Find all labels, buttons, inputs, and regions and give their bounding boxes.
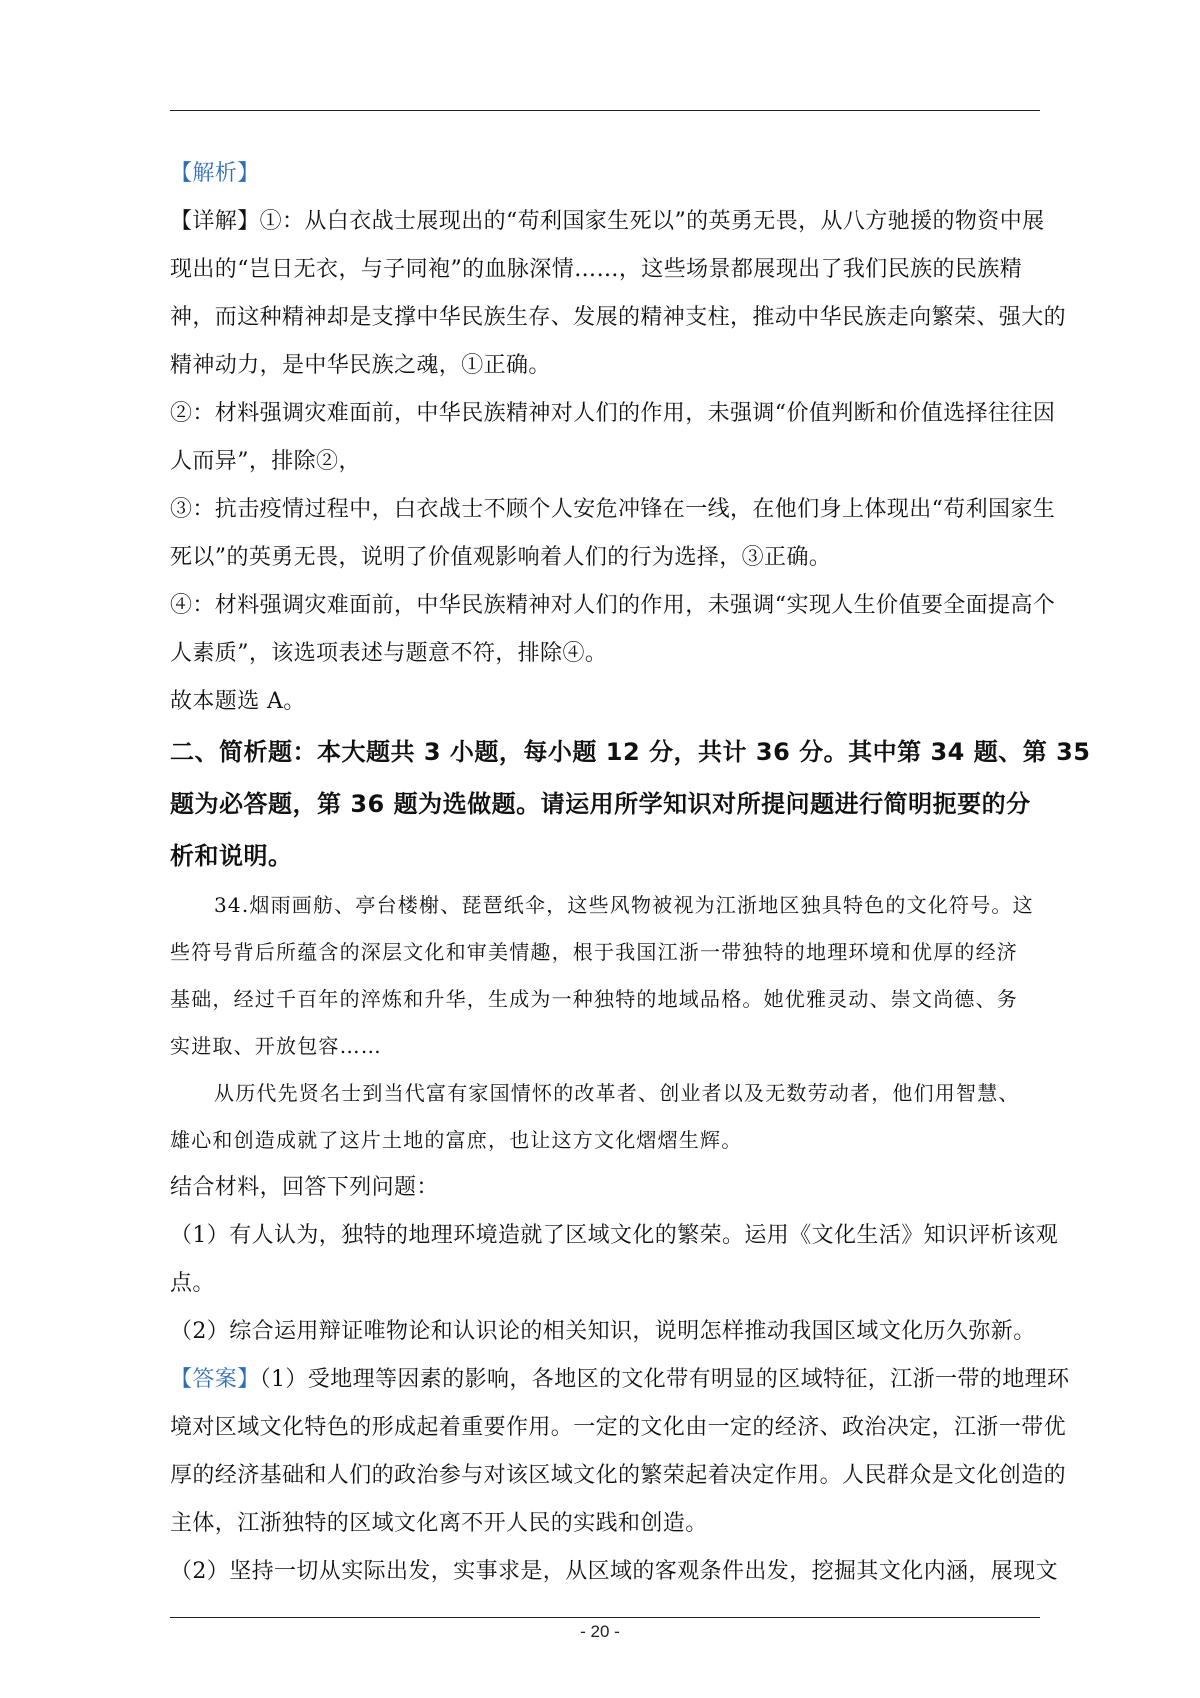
header-rule — [170, 110, 1040, 111]
material-paragraph-line: 从历代先贤名士到当代富有家国情怀的改革者、创业者以及无数劳动者，他们用智慧、 — [214, 1081, 1020, 1105]
sub-question-1-line: （1）有人认为，独特的地理环境造就了区域文化的繁荣。运用《文化生活》知识评析该观 — [170, 1223, 1058, 1248]
conclusion: 故本题选 A。 — [170, 689, 306, 714]
answer-2-first-line: （2）坚持一切从实际出发，实事求是，从区域的客观条件出发，挖掘其文化内涵，展现文 — [170, 1559, 1058, 1584]
answer-tag: 【答案】 — [170, 1367, 260, 1392]
option-3-line: ③：抗击疫情过程中，白衣战士不顾个人安危冲锋在一线，在他们身上体现出“苟利国家生 — [170, 497, 1056, 522]
material-paragraph-line: 些符号背后所蕴含的深层文化和审美情趣，根于我国江浙一带独特的地理环境和优厚的经济 — [170, 940, 1018, 964]
section-heading-line: 题为必答题，第 36 题为选做题。请运用所学知识对所提问题进行简明扼要的分 — [170, 790, 1031, 818]
material-paragraph-line: 雄心和创造成就了这片土地的富庶，也让这方文化熠熠生辉。 — [170, 1128, 743, 1152]
option-4-line: ④：材料强调灾难面前，中华民族精神对人们的作用，未强调“实现人生价值要全面提高个 — [170, 593, 1056, 618]
option-4-line: 人素质”，该选项表述与题意不符，排除④。 — [170, 641, 608, 666]
option-2-line: 人而异”，排除②， — [170, 449, 361, 474]
sub-question-1-line: 点。 — [170, 1271, 215, 1296]
footer-rule — [170, 1617, 1040, 1618]
detail-line: 神，而这种精神却是支撑中华民族生存、发展的精神支柱，推动中华民族走向繁荣、强大的 — [170, 305, 1067, 330]
material-paragraph-line: 实进取、开放包容…… — [170, 1034, 382, 1058]
option-2-line: ②：材料强调灾难面前，中华民族精神对人们的作用，未强调“价值判断和价值选择往往因 — [170, 401, 1056, 426]
detail-line: 【详解】①：从白衣战士展现出的“苟利国家生死以”的英勇无畏，从八方驰援的物资中展 — [170, 209, 1045, 234]
answer-1-line: 厚的经济基础和人们的政治参与对该区域文化的繁荣起着决定作用。人民群众是文化创造的 — [170, 1463, 1067, 1488]
sub-question-2: （2）综合运用辩证唯物论和认识论的相关知识，说明怎样推动我国区域文化历久弥新。 — [170, 1319, 1036, 1344]
analysis-tag: 【解析】 — [170, 161, 260, 186]
question-prompt: 结合材料，回答下列问题： — [170, 1175, 439, 1200]
answer-1-line: 境对区域文化特色的形成起着重要作用。一定的文化由一定的经济、政治决定，江浙一带优 — [170, 1415, 1067, 1440]
section-heading-line: 析和说明。 — [170, 842, 293, 870]
section-heading-line: 二、简析题：本大题共 3 小题，每小题 12 分，共计 36 分。其中第 34 题、第 35 — [170, 738, 1091, 766]
page-number: - 20 - — [580, 1622, 620, 1641]
detail-line: 精神动力，是中华民族之魂，①正确。 — [170, 353, 551, 378]
option-3-line: 死以”的英勇无畏，说明了价值观影响着人们的行为选择，③正确。 — [170, 545, 832, 570]
material-paragraph-line: 基础，经过千百年的淬炼和升华，生成为一种独特的地域品格。她优雅灵动、崇文尚德、务 — [170, 987, 1018, 1011]
answer-1-line: 主体，江浙独特的区域文化离不开人民的实践和创造。 — [170, 1511, 708, 1536]
answer-1-first-line — [170, 1356, 1070, 1404]
page-content — [170, 150, 1091, 1596]
answer-1-text: （1）受地理等因素的影响，各地区的文化带有明显的区域特征，江浙一带的地理环 — [259, 1367, 1070, 1392]
detail-line: 现出的“岂日无衣，与子同袍”的血脉深情……，这些场景都展现出了我们民族的民族精 — [170, 257, 1023, 282]
material-paragraph-line: 34.烟雨画舫、亭台楼榭、琵琶纸伞，这些风物被视为江浙地区独具特色的文化符号。这 — [214, 893, 1034, 917]
